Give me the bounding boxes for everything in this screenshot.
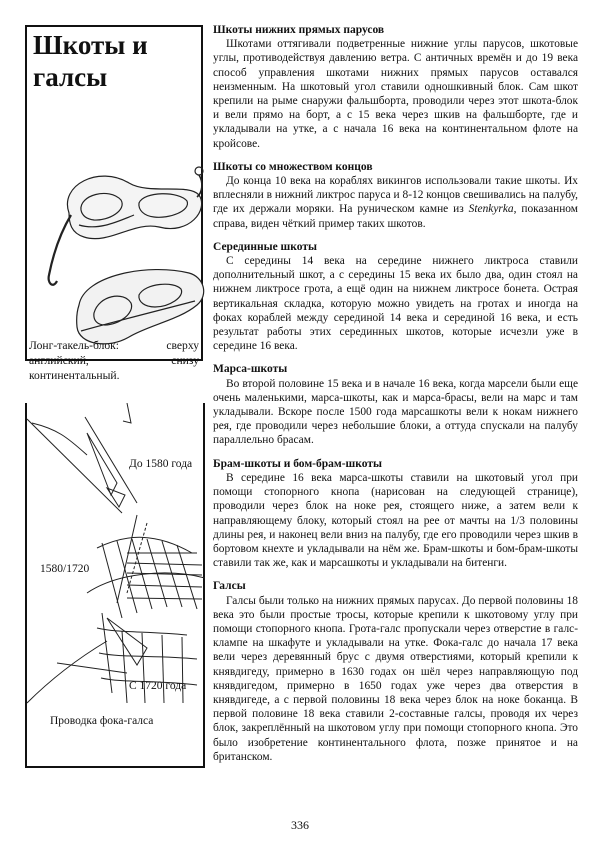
text-run: В середине 16 века марса-шкоты ставили на шкотовый угол при помощи стопорного кнопа (нарисован на следующей странице), проводили через блок на ноке рея, стоящего ниже, а затем вели к направляющему блоку, который стоял на рее от мачты на — [213, 471, 578, 527]
section-paragraph — [213, 174, 578, 231]
italic-place-name: Stenkyrka — [468, 203, 514, 216]
long-tackle-blocks-illustration — [39, 155, 209, 355]
main-text — [213, 23, 578, 773]
text-run: , показанном справа, виден чёткий пример таких шкотов. — [213, 203, 578, 230]
section-heading: Марса-шкоты — [213, 363, 288, 376]
section-lower-sheets — [213, 23, 578, 151]
section-middle-sheets — [213, 240, 578, 354]
tack-figure-box — [25, 403, 205, 768]
text-run: половины длины рея, и наконец вели вниз на палубу, где его проводили через шкив в бортовом кнехте и укладывали на нём же. Брам-шкоты и бом-брам-шкоты ставили так же, как и марсашкоты и укладывали на битенги. — [213, 514, 578, 570]
section-paragraph: С середины 14 века на середине нижнего ликтроса ставили дополнительный шкот, а с середины 15 века их было два, один стоял на нижнем ликтросе грота, а ещё один на нижнем ликтросе бонета. Острая вертикальная складка, которую можно увидеть на гротах и иногда на фоках кораблей между серединой 14 века и серединой 16 века, и есть результат работы этих серединных шкотов, которые исчезли уже в середине 16 века. — [213, 255, 578, 353]
section-heading: Брам-шкоты и бом-брам-шкоты — [213, 457, 382, 470]
section-multi-end-sheets — [213, 160, 578, 231]
section-topgallant-sheets — [213, 457, 578, 571]
blocks-figure-caption: Лонг-такель-блок: сверху английский, снизу континентальный. — [29, 339, 199, 382]
sidebar — [25, 25, 205, 825]
section-paragraph: Галсы были только на нижних прямых парусах. До первой половины 18 века это были простые тросы, которые крепили к шкотовому углу при помощи стопорного кнопа. Грота-галс пропускали через отверстие в галс-клампе на шкафуте и укладывали на утке. Фока-галс до начала 17 века вели через деревянный брус с двумя отверстиями, который крепили к княвдигеду, примерно в 1630 годах он шёл через направляющую под княвдигедом, примерно в 1650 годах уже через два отверстия в княвдигеде, а с первой половины 18 века через блок на ноке боканца. В первой половине 18 века ставили 2-составные галсы, проводя их через блок, закреплённый на шкотовом углу при помощи стопорного кнопа. Это было изобретение континентального флота, позже принятое и на британском. — [213, 594, 578, 763]
tack-figure-caption: Проводка фока-галса — [50, 715, 154, 727]
label-1580-1720: 1580/1720 — [40, 563, 90, 575]
section-tacks — [213, 579, 578, 764]
section-paragraph — [213, 471, 578, 570]
chapter-title: Шкоты и галсы — [33, 30, 148, 92]
section-paragraph: Во второй половине 15 века и в начале 16 века, когда марсели были еще очень маленькими, марса-шкоты, как и марса-брасы, вели на марс и там укладывали. Вскоре после 1500 года марсашкоты вели к нокам нижнего рея, где проводили через небольшие блоки, а оттуда спускали на палубу параллельно брасам. — [213, 377, 578, 447]
section-heading: Шкоты нижних прямых парусов — [213, 24, 385, 36]
fraction: 1/3 — [510, 514, 525, 527]
section-heading: Серединные шкоты — [213, 240, 317, 253]
label-from-1720: С 1720 года — [129, 680, 187, 692]
section-heading: Галсы — [213, 580, 246, 593]
section-topsail-sheets — [213, 362, 578, 447]
label-before-1580: До 1580 года — [129, 458, 193, 470]
section-heading: Шкоты со множеством концов — [213, 160, 373, 173]
text-run: До конца 10 века на кораблях викингов использовали такие шкоты. Их вплесняли в нижний ликтрос паруса и 8-12 концов свешивались на палубу, где их держали моряки. На руническом камне из — [213, 175, 578, 216]
page-number: 336 — [291, 818, 309, 832]
section-paragraph: Шкотами оттягивали подветренные нижние углы парусов, шкотовые углы, противодействуя давлению ветра. С античных времён и до 19 века способ управления шкотами нижних прямых парусов оставался неизменным. На шкотовый угол ставили одношкивный блок. Сам шкот крепили на рыме снаружи фальшборта, проводили через этот шкота-блок и вели прямо на борт, а с 15 века через шкив на фальшборте, где и укладывали на утке, а с начала 16 века на континентальном флоте на кройсове. — [213, 38, 578, 150]
